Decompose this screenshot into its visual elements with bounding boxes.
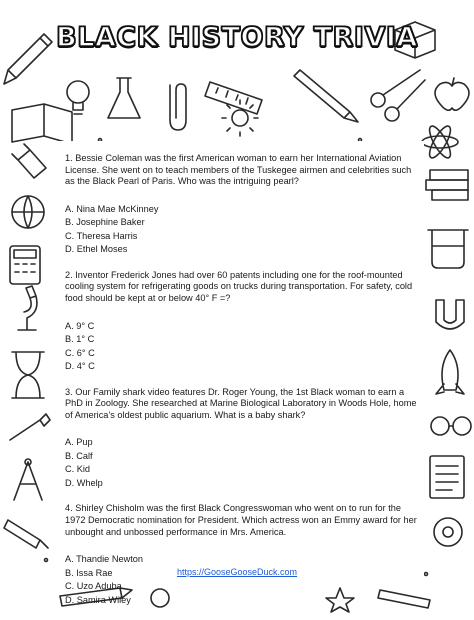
compass-icon xyxy=(14,459,42,500)
test-tube-icon xyxy=(12,144,46,178)
question-3-option-c: C. Kid xyxy=(65,464,91,475)
page-title: BLACK HISTORY TRIVIA xyxy=(56,22,418,53)
stack-books-icon xyxy=(426,170,468,200)
brush-icon xyxy=(10,414,50,440)
question-4-option-b: B. Issa Rae xyxy=(65,567,113,578)
question-4-option-d: D. Samira Wiley xyxy=(65,594,131,605)
pen-icon xyxy=(294,70,358,122)
question-2-option-b: B. 1° C xyxy=(65,334,95,345)
question-3-options xyxy=(65,437,417,489)
crayon-icon xyxy=(4,520,48,548)
question-4-option-a: A. Thandie Newton xyxy=(65,554,143,565)
microscope-icon xyxy=(18,286,37,330)
sun-icon xyxy=(222,100,258,136)
trivia-content xyxy=(65,153,417,620)
rocket-icon xyxy=(436,350,464,394)
question-4-option-c: C. Uzo Aduba xyxy=(65,581,122,592)
question-1-option-c: C. Theresa Harris xyxy=(65,230,138,241)
question-2-option-d: D. 4° C xyxy=(65,361,95,372)
atom-icon xyxy=(422,123,458,160)
calculator-icon xyxy=(10,246,40,284)
magnet-icon xyxy=(436,300,464,329)
question-2-text: 2. Inventor Frederick Jones had over 60 patents including one for the roof-mounted cooling system for refrigerating goods on trucks during transportation. For safety, cold food should be kept at or below 40° F =? xyxy=(65,269,413,304)
question-2-options xyxy=(65,321,417,373)
question-1-option-b: B. Josephine Baker xyxy=(65,217,145,228)
question-4-options xyxy=(65,554,417,606)
question-2-option-a: A. 9° C xyxy=(65,320,95,331)
question-1-options xyxy=(65,204,417,256)
question-1-option-d: D. Ethel Moses xyxy=(65,244,128,255)
question-1-text: 1. Bessie Coleman was the first American woman to earn her International Aviation License. She went on to teach members of the Tuskegee airmen and celebrities such as the Black Pearl of Paris. Who was the intriguing pearl? xyxy=(65,153,412,187)
question-1-option-a: A. Nina Mae McKinney xyxy=(65,203,159,214)
website-link[interactable]: https://GooseGooseDuck.com xyxy=(176,567,298,577)
question-3-text: 3. Our Family shark video features Dr. Roger Young, the 1st Black woman to earn a PhD in Zoology. She researched at Marine Biological Laboratory in Woods Hole, home of America’s oldest public aquarium. What is a baby shark? xyxy=(65,386,417,420)
ruler-icon xyxy=(205,82,262,114)
question-4-text: 4. Shirley Chisholm was the first Black Congresswoman who went on to run for the 1972 Democratic nomination for President. Which actress won an Emmy award for her unbought and unbossed performance in Mrs. America. xyxy=(65,503,417,537)
beaker-icon xyxy=(428,230,468,268)
book-icon xyxy=(12,104,72,144)
scissors-icon xyxy=(371,70,425,121)
tape-icon xyxy=(434,518,462,546)
apple-icon xyxy=(435,78,469,110)
question-2-option-c: C. 6° C xyxy=(65,347,95,358)
lightbulb-icon xyxy=(67,81,89,114)
glasses-icon xyxy=(431,417,471,435)
paperclip-icon xyxy=(170,84,186,130)
question-3-option-d: D. Whelp xyxy=(65,477,103,488)
notebook-icon xyxy=(430,456,464,498)
flask-icon xyxy=(108,78,140,118)
globe-icon xyxy=(12,196,44,228)
question-3-option-a: A. Pup xyxy=(65,437,93,448)
question-3-option-b: B. Calf xyxy=(65,450,93,461)
hourglass-icon xyxy=(12,352,44,398)
